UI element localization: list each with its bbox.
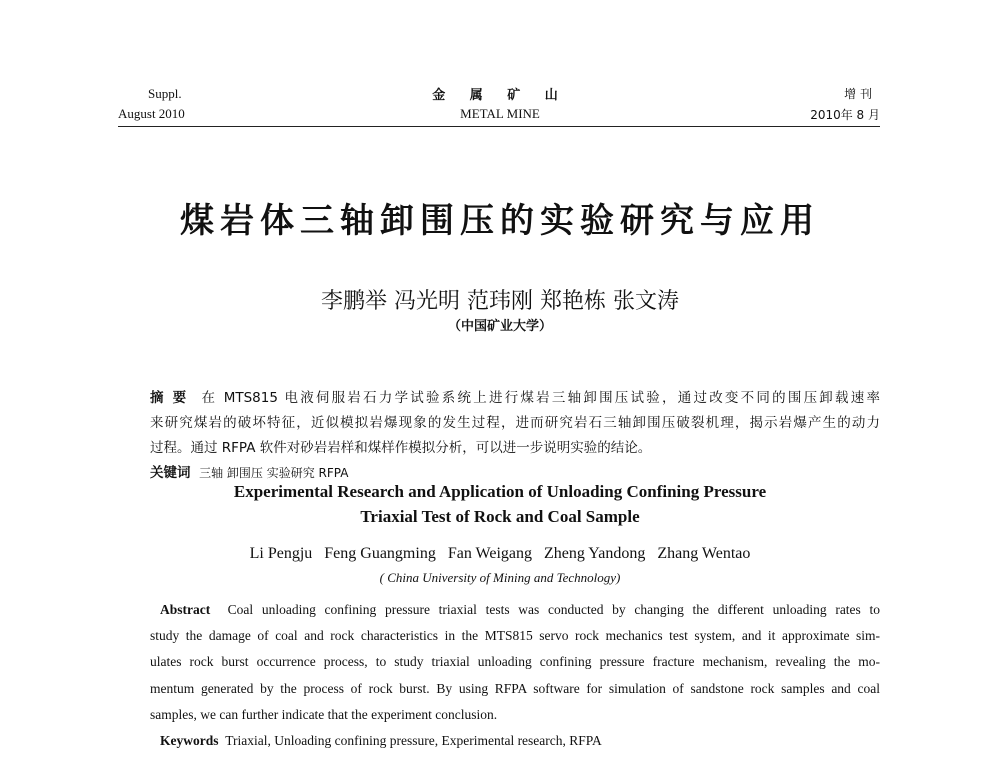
abstract-cn-line: 来研究煤岩的破坏特征，近似模拟岩爆现象的发生过程，进而研究岩石三轴卸围压破裂机理，揭示岩爆产生的动力 — [150, 415, 880, 431]
authors-en: Li Pengju Feng Guangming Fan Weigang Zheng Yandong Zhang Wentao — [249, 545, 751, 562]
paper-title-cn: 煤岩体三轴卸围压的实验研究与应用 — [180, 201, 820, 241]
header-issue-cn: 增 刊 — [844, 87, 872, 101]
header-suppl: Suppl. — [148, 86, 182, 101]
abstract-en-line: ulates rock burst occurrence process, to study triaxial unloading confining pressure fracture mechanism, revealing the mo- — [150, 654, 880, 669]
keywords-en-label: Keywords — [160, 733, 219, 748]
abstract-en-line: mentum generated by the process of rock burst. By using RFPA software for simulation of sandstone rock samples and coal — [150, 681, 880, 696]
header-date-cn: 2010年 8 月 — [810, 108, 880, 122]
abstract-cn-line: 过程。通过 RFPA 软件对砂岩岩样和煤样作模拟分析，可以进一步说明实验的结论。 — [150, 440, 652, 456]
header-date-en: August 2010 — [118, 106, 185, 121]
abstract-en-line — [160, 602, 880, 618]
keywords-cn — [150, 461, 348, 481]
abstract-en-text: Coal unloading confining pressure triaxial tests was conducted by changing the different unloading rates to — [227, 602, 881, 617]
keywords-cn-value: 三轴 卸围压 实验研究 RFPA — [199, 466, 349, 480]
abstract-cn-line — [150, 386, 880, 406]
affiliation-cn: （中国矿业大学） — [447, 319, 552, 334]
journal-name-cn: 金 属 矿 山 — [432, 88, 568, 103]
abstract-cn-label: 摘 要 — [150, 390, 189, 406]
paper-title-en-line1: Experimental Research and Application of Unloading Confining Pressure — [233, 482, 767, 501]
paper-title-en-line2: Triaxial Test of Rock and Coal Sample — [360, 507, 640, 526]
abstract-cn-text: 在 MTS815 电液伺服岩石力学试验系统上进行煤岩三轴卸围压试验，通过改变不同的围压卸载速率 — [201, 390, 881, 406]
abstract-en-label: Abstract — [160, 602, 211, 617]
keywords-en-value: Triaxial, Unloading confining pressure, Experimental research, RFPA — [225, 733, 602, 748]
header-rule — [118, 126, 880, 127]
keywords-en — [160, 733, 602, 749]
keywords-cn-label: 关键词 — [150, 465, 191, 481]
abstract-en-line: study the damage of coal and rock characteristics in the MTS815 servo rock mechanics test system, and it approximate sim- — [150, 628, 880, 643]
journal-name-en: METAL MINE — [460, 106, 540, 121]
affiliation-en: ( China University of Mining and Technology) — [379, 570, 621, 585]
authors-cn: 李鹏举 冯光明 范玮刚 郑艳栋 张文涛 — [321, 289, 679, 314]
abstract-en-line: samples, we can further indicate that the experiment conclusion. — [150, 707, 498, 722]
